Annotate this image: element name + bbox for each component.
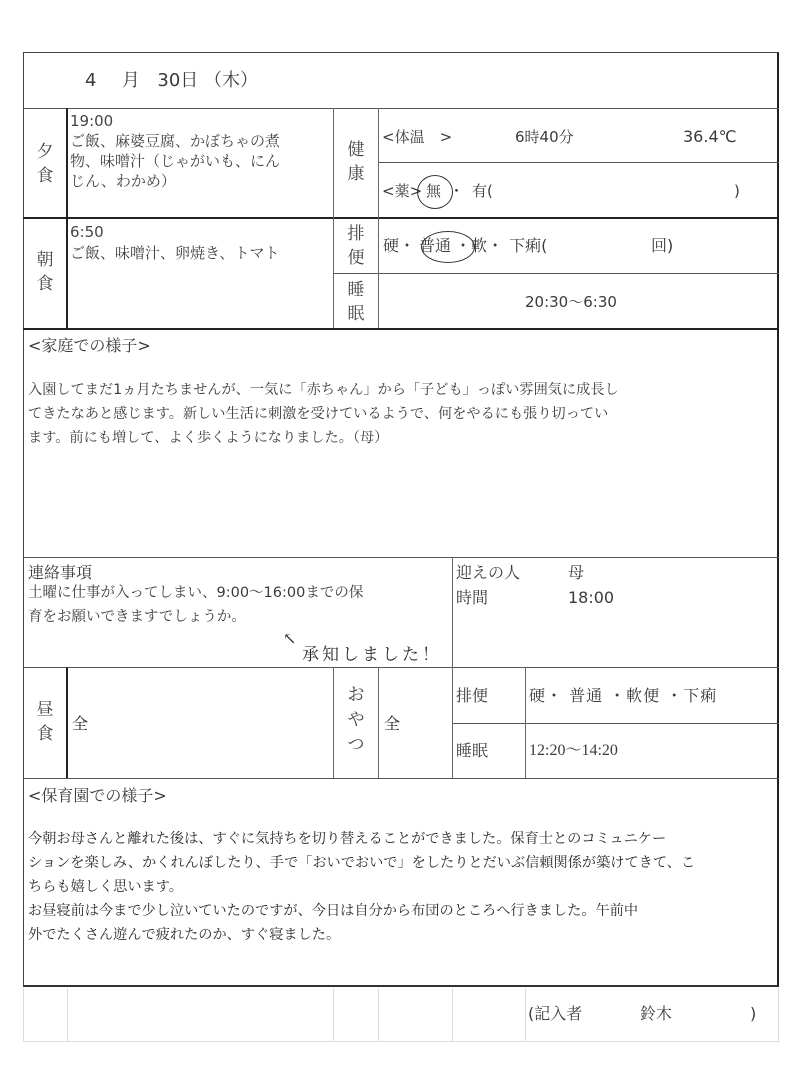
dinner-label: 夕 食 — [36, 142, 54, 186]
divider — [23, 1041, 779, 1042]
daycare-notes-title: <保育園での様子> — [28, 786, 167, 805]
health-label: 健 康 — [347, 140, 365, 184]
medicine-yes: 有( — [472, 182, 493, 200]
divider — [66, 667, 68, 778]
daycare-notes-body: 今朝お母さんと離れた後は、すぐに気持ちを切り替えることができました。保育士とのコミュニケー ションを楽しみ、かくれんぼしたり、手で「おいでおいで」をしたりとだいぶ信頼関係が築けてきて、こ ちらも嬉しく思います。 お昼寝前は今まで少し泣いていたのですが、今日は自分から布団のところへ行きました。午前中 外でたくさん遊んで疲れたのか、すぐ寝ました。 — [28, 831, 696, 943]
lunch-label: 昼 食 — [36, 700, 54, 744]
breakfast-menu: ご飯、味噌汁、卵焼き、トマト — [70, 244, 280, 262]
divider — [333, 988, 334, 1041]
divider — [452, 723, 779, 724]
divider — [378, 162, 779, 163]
divider — [378, 988, 379, 1041]
contact-reply-arrow: ↖ — [283, 629, 297, 648]
contact-title: 連絡事項 — [28, 563, 93, 582]
lunch-value: 全 — [72, 714, 89, 733]
daycare-bowel-options: 硬・ 普通 ・軟便 ・下痢 — [529, 686, 718, 705]
divider — [778, 988, 779, 1041]
contact-body: 土曜に仕事が入ってしまい、9:00〜16:00までの保 育をお願いできますでしょうか。 — [28, 585, 364, 625]
home-bowel-options: 硬・ 普通 ・軟・ 下痢( — [383, 236, 548, 255]
medicine-none: 無 — [426, 182, 442, 200]
divider — [66, 108, 68, 328]
pickup-time-value: 18:00 — [568, 588, 615, 607]
divider — [23, 108, 779, 109]
date-month: 4 — [85, 70, 97, 91]
divider — [452, 988, 453, 1041]
date-day: 30日 — [157, 70, 199, 91]
breakfast-time: 6:50 — [70, 223, 104, 241]
divider — [23, 988, 24, 1041]
pickup-time-label: 時間 — [456, 588, 489, 607]
writer-label: (記入者 — [528, 1004, 583, 1023]
divider — [333, 108, 334, 328]
temperature-time: 6時40分 — [515, 128, 574, 146]
temperature-value: 36.4℃ — [683, 127, 737, 146]
dinner-menu: ご飯、麻婆豆腐、かぼちゃの煮 物、味噌汁（じゃがいも、にん じん、わかめ） — [70, 132, 281, 190]
snack-label: お や つ — [347, 685, 365, 755]
divider — [452, 557, 453, 778]
contact-reply: 承知しました！ — [302, 645, 442, 665]
divider — [525, 988, 526, 1041]
date-weekday: （木） — [204, 70, 259, 91]
selected-circle — [421, 231, 475, 263]
medicine-label: <薬> — [382, 182, 423, 200]
divider — [333, 667, 334, 778]
divider — [525, 667, 526, 778]
divider — [23, 667, 779, 668]
temperature-label: <体温 > — [382, 128, 453, 146]
pickup-person-value: 母 — [568, 563, 585, 582]
divider — [378, 108, 379, 328]
writer-close: ) — [750, 1004, 757, 1023]
daycare-bowel-label: 排便 — [456, 686, 489, 705]
date-header — [85, 70, 258, 92]
breakfast-label: 朝 食 — [36, 250, 54, 294]
home-sleep-label: 睡 眠 — [347, 280, 365, 324]
home-bowel-count-unit: 回) — [651, 236, 674, 255]
snack-value: 全 — [384, 714, 401, 733]
divider — [378, 667, 379, 778]
daycare-sleep-value: 12:20〜14:20 — [529, 742, 618, 759]
divider — [67, 988, 68, 1041]
divider — [333, 273, 779, 274]
divider — [23, 778, 779, 779]
medicine-separator: ・ — [449, 182, 465, 200]
divider — [23, 217, 779, 219]
home-bowel-label: 排 便 — [347, 224, 365, 268]
divider — [23, 557, 779, 558]
home-notes-body: 入園してまだ1ヵ月たちませんが、一気に「赤ちゃん」から「子ども」っぽい雰囲気に成長し てきたなあと感じます。新しい生活に刺激を受けているようで、何をやるにも張り切ってい ます。前にも増して、よく歩くようになりました。（母） — [28, 382, 619, 446]
date-month-unit: 月 — [121, 70, 140, 91]
pickup-person-label: 迎えの人 — [456, 563, 521, 582]
home-notes-title: <家庭での様子> — [28, 336, 151, 355]
home-sleep-value: 20:30〜6:30 — [525, 293, 617, 311]
dinner-time: 19:00 — [70, 112, 114, 130]
divider — [23, 328, 779, 330]
daycare-sleep-label: 睡眠 — [456, 741, 489, 760]
medicine-close: ) — [734, 182, 740, 200]
writer-name: 鈴木 — [640, 1004, 673, 1023]
